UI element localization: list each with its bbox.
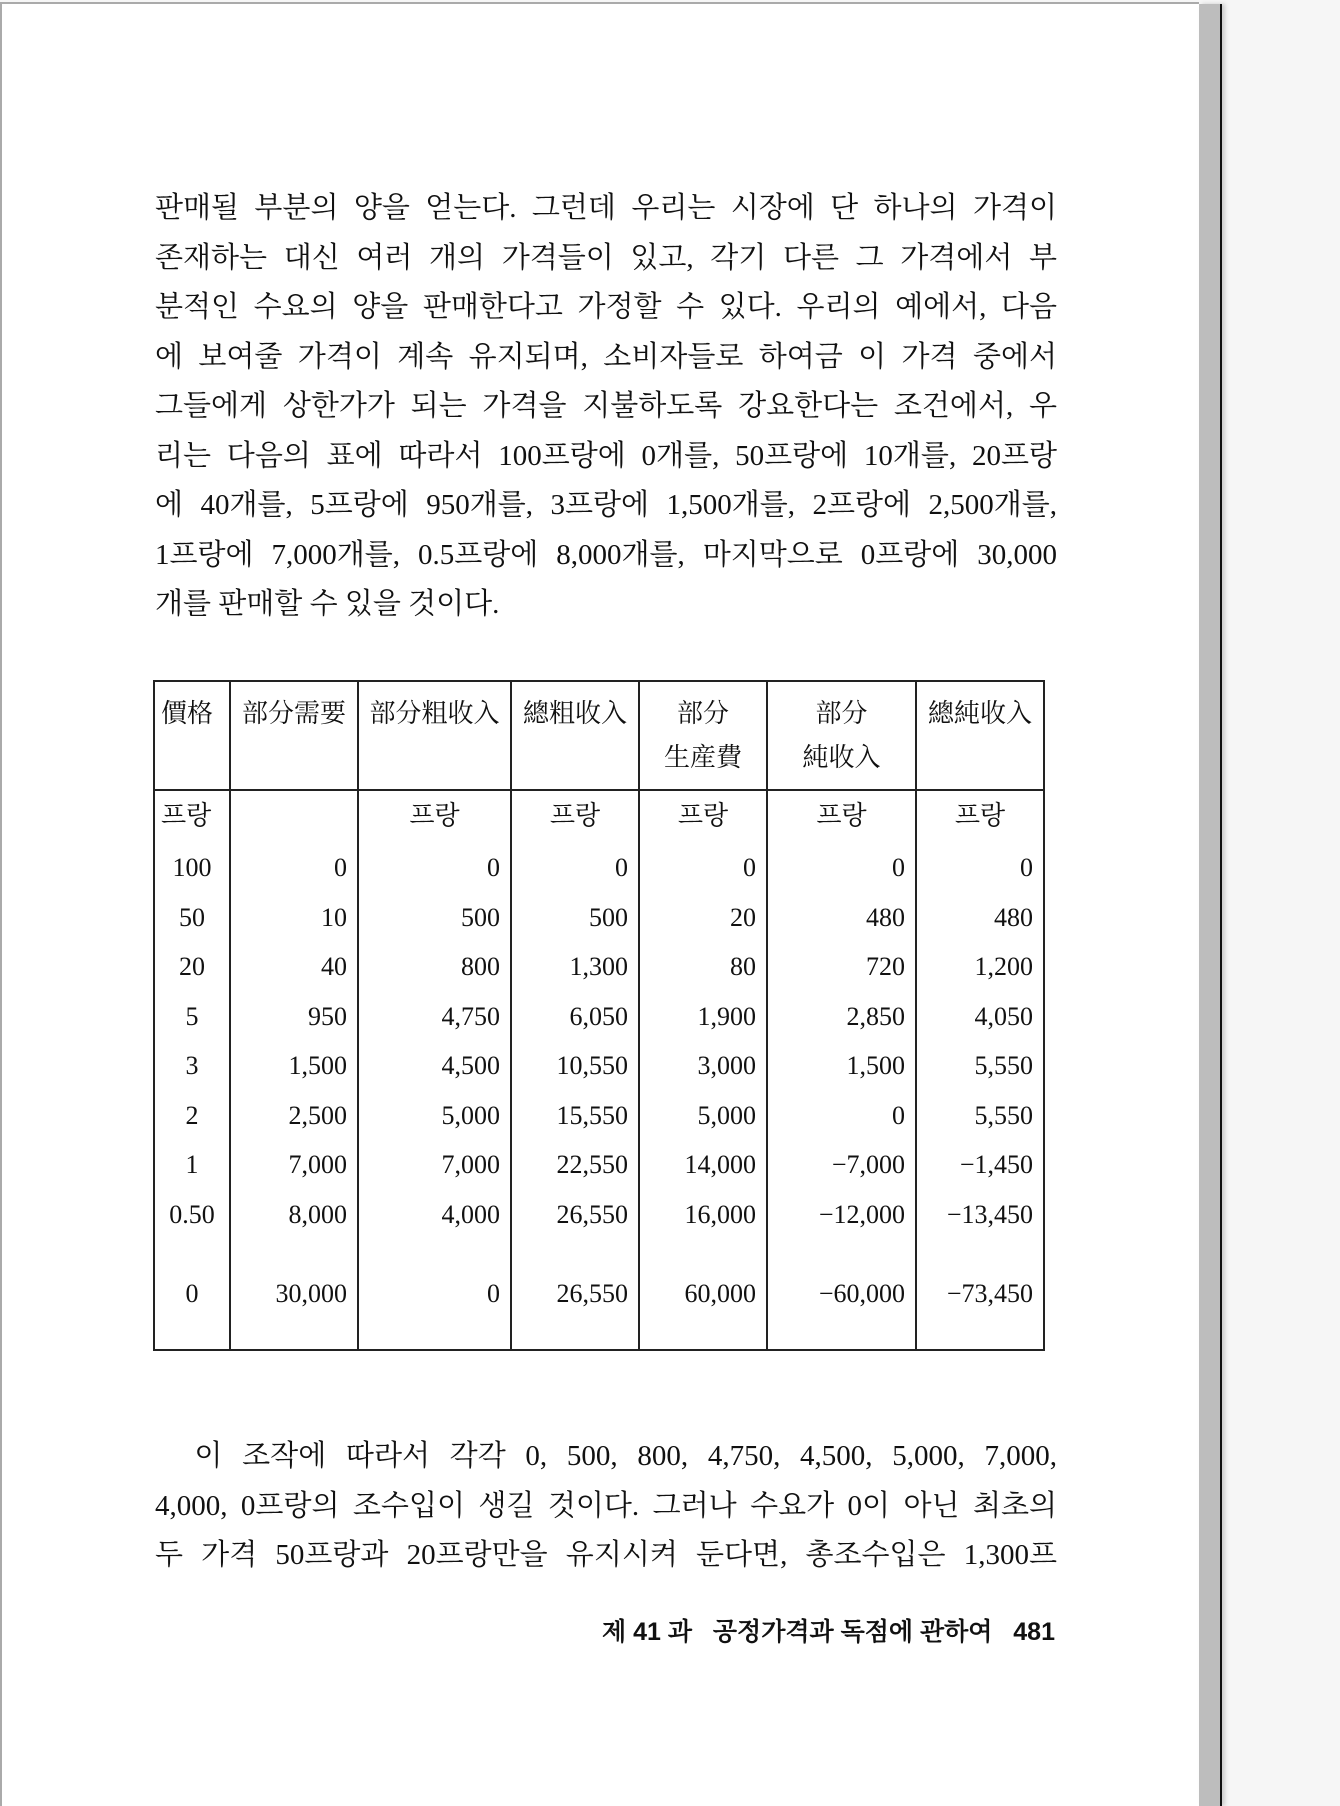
table-cell: 30,000 bbox=[230, 1239, 358, 1350]
column-header bbox=[358, 681, 511, 790]
table-cell: 3,000 bbox=[639, 1041, 767, 1091]
table-cell: 2 bbox=[154, 1091, 230, 1141]
table-row bbox=[154, 893, 1044, 943]
table-cell: 40 bbox=[230, 942, 358, 992]
header-text: 價格 bbox=[161, 699, 214, 728]
table-cell: 60,000 bbox=[639, 1239, 767, 1350]
table-cell: 10,550 bbox=[511, 1041, 639, 1091]
unit-cell: 프랑 bbox=[154, 790, 230, 843]
header-text: 部分粗收入 bbox=[369, 699, 500, 728]
table-cell: 20 bbox=[154, 942, 230, 992]
table-cell: 5,550 bbox=[916, 1041, 1044, 1091]
column-header bbox=[154, 681, 230, 790]
text-line: 그들에게 상한가가 되는 가격을 지불하도록 강요한다는 조건에서, 우 bbox=[155, 390, 1057, 422]
table-cell: 0 bbox=[511, 843, 639, 893]
unit-cell bbox=[230, 790, 358, 843]
table-cell: 5,000 bbox=[358, 1091, 511, 1141]
text-line: 이 조작에 따라서 각각 0, 500, 800, 4,750, 4,500, 5,000, 7,000, bbox=[155, 1440, 1057, 1472]
text-line: 에 보여줄 가격이 계속 유지되며, 소비자들로 하여금 이 가격 중에서 bbox=[155, 340, 1057, 373]
table-cell: 4,750 bbox=[358, 992, 511, 1042]
table-cell: 0 bbox=[916, 843, 1044, 893]
table-cell: 20 bbox=[639, 893, 767, 943]
chapter-label: 제 41 과 bbox=[602, 1618, 693, 1646]
table-cell: 100 bbox=[154, 843, 230, 893]
table-cell: 6,050 bbox=[511, 992, 639, 1042]
table-cell: 16,000 bbox=[639, 1190, 767, 1240]
table-cell: 800 bbox=[358, 942, 511, 992]
table-cell: 5 bbox=[154, 992, 230, 1042]
text-line: 두 가격 50프랑과 20프랑만을 유지시켜 둔다면, 총조수입은 1,300프 bbox=[155, 1539, 1057, 1571]
table-cell: 2,850 bbox=[767, 992, 916, 1042]
column-header bbox=[916, 681, 1044, 790]
unit-cell: 프랑 bbox=[767, 790, 916, 843]
table-cell: −12,000 bbox=[767, 1190, 916, 1240]
table-row bbox=[154, 1091, 1044, 1141]
table-cell: 0.50 bbox=[154, 1190, 230, 1240]
table-cell: 0 bbox=[358, 1239, 511, 1350]
text-line: 에 40개를, 5프랑에 950개를, 3프랑에 1,500개를, 2프랑에 2,500개를, bbox=[155, 489, 1057, 521]
table-cell: 5,550 bbox=[916, 1091, 1044, 1141]
table-cell: −73,450 bbox=[916, 1239, 1044, 1350]
header-text: 部分 bbox=[815, 699, 868, 728]
table-cell: 950 bbox=[230, 992, 358, 1042]
paragraph-bottom bbox=[155, 1432, 1057, 1581]
page-number: 481 bbox=[1013, 1618, 1055, 1646]
table-cell: 14,000 bbox=[639, 1140, 767, 1190]
table-cell: 1,900 bbox=[639, 992, 767, 1042]
table-cell: −1,450 bbox=[916, 1140, 1044, 1190]
table-cell: 50 bbox=[154, 893, 230, 943]
table-cell: 10 bbox=[230, 893, 358, 943]
table-cell: 0 bbox=[154, 1239, 230, 1350]
table-cell: 0 bbox=[230, 843, 358, 893]
header-text: 總純收入 bbox=[927, 699, 1032, 728]
header-text: 部分 bbox=[676, 699, 729, 728]
table-cell: 7,000 bbox=[230, 1140, 358, 1190]
text-line: 개를 판매할 수 있을 것이다. bbox=[155, 588, 500, 620]
table-cell: 7,000 bbox=[358, 1140, 511, 1190]
revenue-table bbox=[153, 680, 1045, 1351]
header-text: 總粗收入 bbox=[522, 699, 627, 728]
text-line: 판매될 부분의 양을 얻는다. 그런데 우리는 시장에 단 하나의 가격이 bbox=[155, 192, 1057, 224]
table-cell: 1 bbox=[154, 1140, 230, 1190]
column-header bbox=[767, 681, 916, 790]
table-cell: 15,550 bbox=[511, 1091, 639, 1141]
table-cell: −60,000 bbox=[767, 1239, 916, 1350]
text-line: 1프랑에 7,000개를, 0.5프랑에 8,000개를, 마지막으로 0프랑에 30,000 bbox=[155, 538, 1057, 571]
table-cell: 0 bbox=[358, 843, 511, 893]
paragraph-top bbox=[155, 184, 1057, 630]
table-cell: 26,550 bbox=[511, 1239, 639, 1350]
table-cell: 80 bbox=[639, 942, 767, 992]
unit-cell: 프랑 bbox=[916, 790, 1044, 843]
header-text: 生産費 bbox=[663, 743, 742, 772]
table-cell: 26,550 bbox=[511, 1190, 639, 1240]
page-footer bbox=[602, 1612, 1055, 1648]
table-cell: 720 bbox=[767, 942, 916, 992]
table-cell: 3 bbox=[154, 1041, 230, 1091]
table-cell: 0 bbox=[639, 843, 767, 893]
table-cell: 2,500 bbox=[230, 1091, 358, 1141]
table-row bbox=[154, 1041, 1044, 1091]
text-line: 분적인 수요의 양을 판매한다고 가정할 수 있다. 우리의 예에서, 다음 bbox=[155, 291, 1057, 323]
table-row bbox=[154, 1190, 1044, 1240]
table-cell: 4,000 bbox=[358, 1190, 511, 1240]
table-header-row bbox=[154, 681, 1044, 790]
table-cell: 5,000 bbox=[639, 1091, 767, 1141]
header-text: 部分需要 bbox=[241, 699, 346, 728]
table-cell: 22,550 bbox=[511, 1140, 639, 1190]
table-cell: 480 bbox=[916, 893, 1044, 943]
table-cell: −13,450 bbox=[916, 1190, 1044, 1240]
page-edge bbox=[1199, 4, 1222, 1806]
table-cell: 8,000 bbox=[230, 1190, 358, 1240]
table-cell: 0 bbox=[767, 1091, 916, 1141]
column-header bbox=[230, 681, 358, 790]
chapter-title: 공정가격과 독점에 관하여 bbox=[712, 1618, 993, 1646]
table-cell: 500 bbox=[511, 893, 639, 943]
table-cell: −7,000 bbox=[767, 1140, 916, 1190]
table-row bbox=[154, 1140, 1044, 1190]
unit-cell: 프랑 bbox=[358, 790, 511, 843]
column-header bbox=[639, 681, 767, 790]
unit-cell: 프랑 bbox=[511, 790, 639, 843]
table-row bbox=[154, 942, 1044, 992]
column-header bbox=[511, 681, 639, 790]
table-cell: 1,200 bbox=[916, 942, 1044, 992]
text-line: 존재하는 대신 여러 개의 가격들이 있고, 각기 다른 그 가격에서 부 bbox=[155, 241, 1057, 274]
table-row bbox=[154, 992, 1044, 1042]
table-cell: 1,300 bbox=[511, 942, 639, 992]
table-cell: 4,050 bbox=[916, 992, 1044, 1042]
header-text: 純收入 bbox=[802, 743, 881, 772]
units-row bbox=[154, 790, 1044, 843]
unit-cell: 프랑 bbox=[639, 790, 767, 843]
table-row bbox=[154, 843, 1044, 893]
table-cell: 1,500 bbox=[767, 1041, 916, 1091]
table-row bbox=[154, 1239, 1044, 1350]
table-cell: 1,500 bbox=[230, 1041, 358, 1091]
table-cell: 0 bbox=[767, 843, 916, 893]
table-cell: 4,500 bbox=[358, 1041, 511, 1091]
text-line: 리는 다음의 표에 따라서 100프랑에 0개를, 50프랑에 10개를, 20프랑 bbox=[155, 439, 1057, 472]
text-line: 4,000, 0프랑의 조수입이 생길 것이다. 그러나 수요가 0이 아닌 최초의 bbox=[155, 1489, 1057, 1522]
table-cell: 480 bbox=[767, 893, 916, 943]
table-cell: 500 bbox=[358, 893, 511, 943]
